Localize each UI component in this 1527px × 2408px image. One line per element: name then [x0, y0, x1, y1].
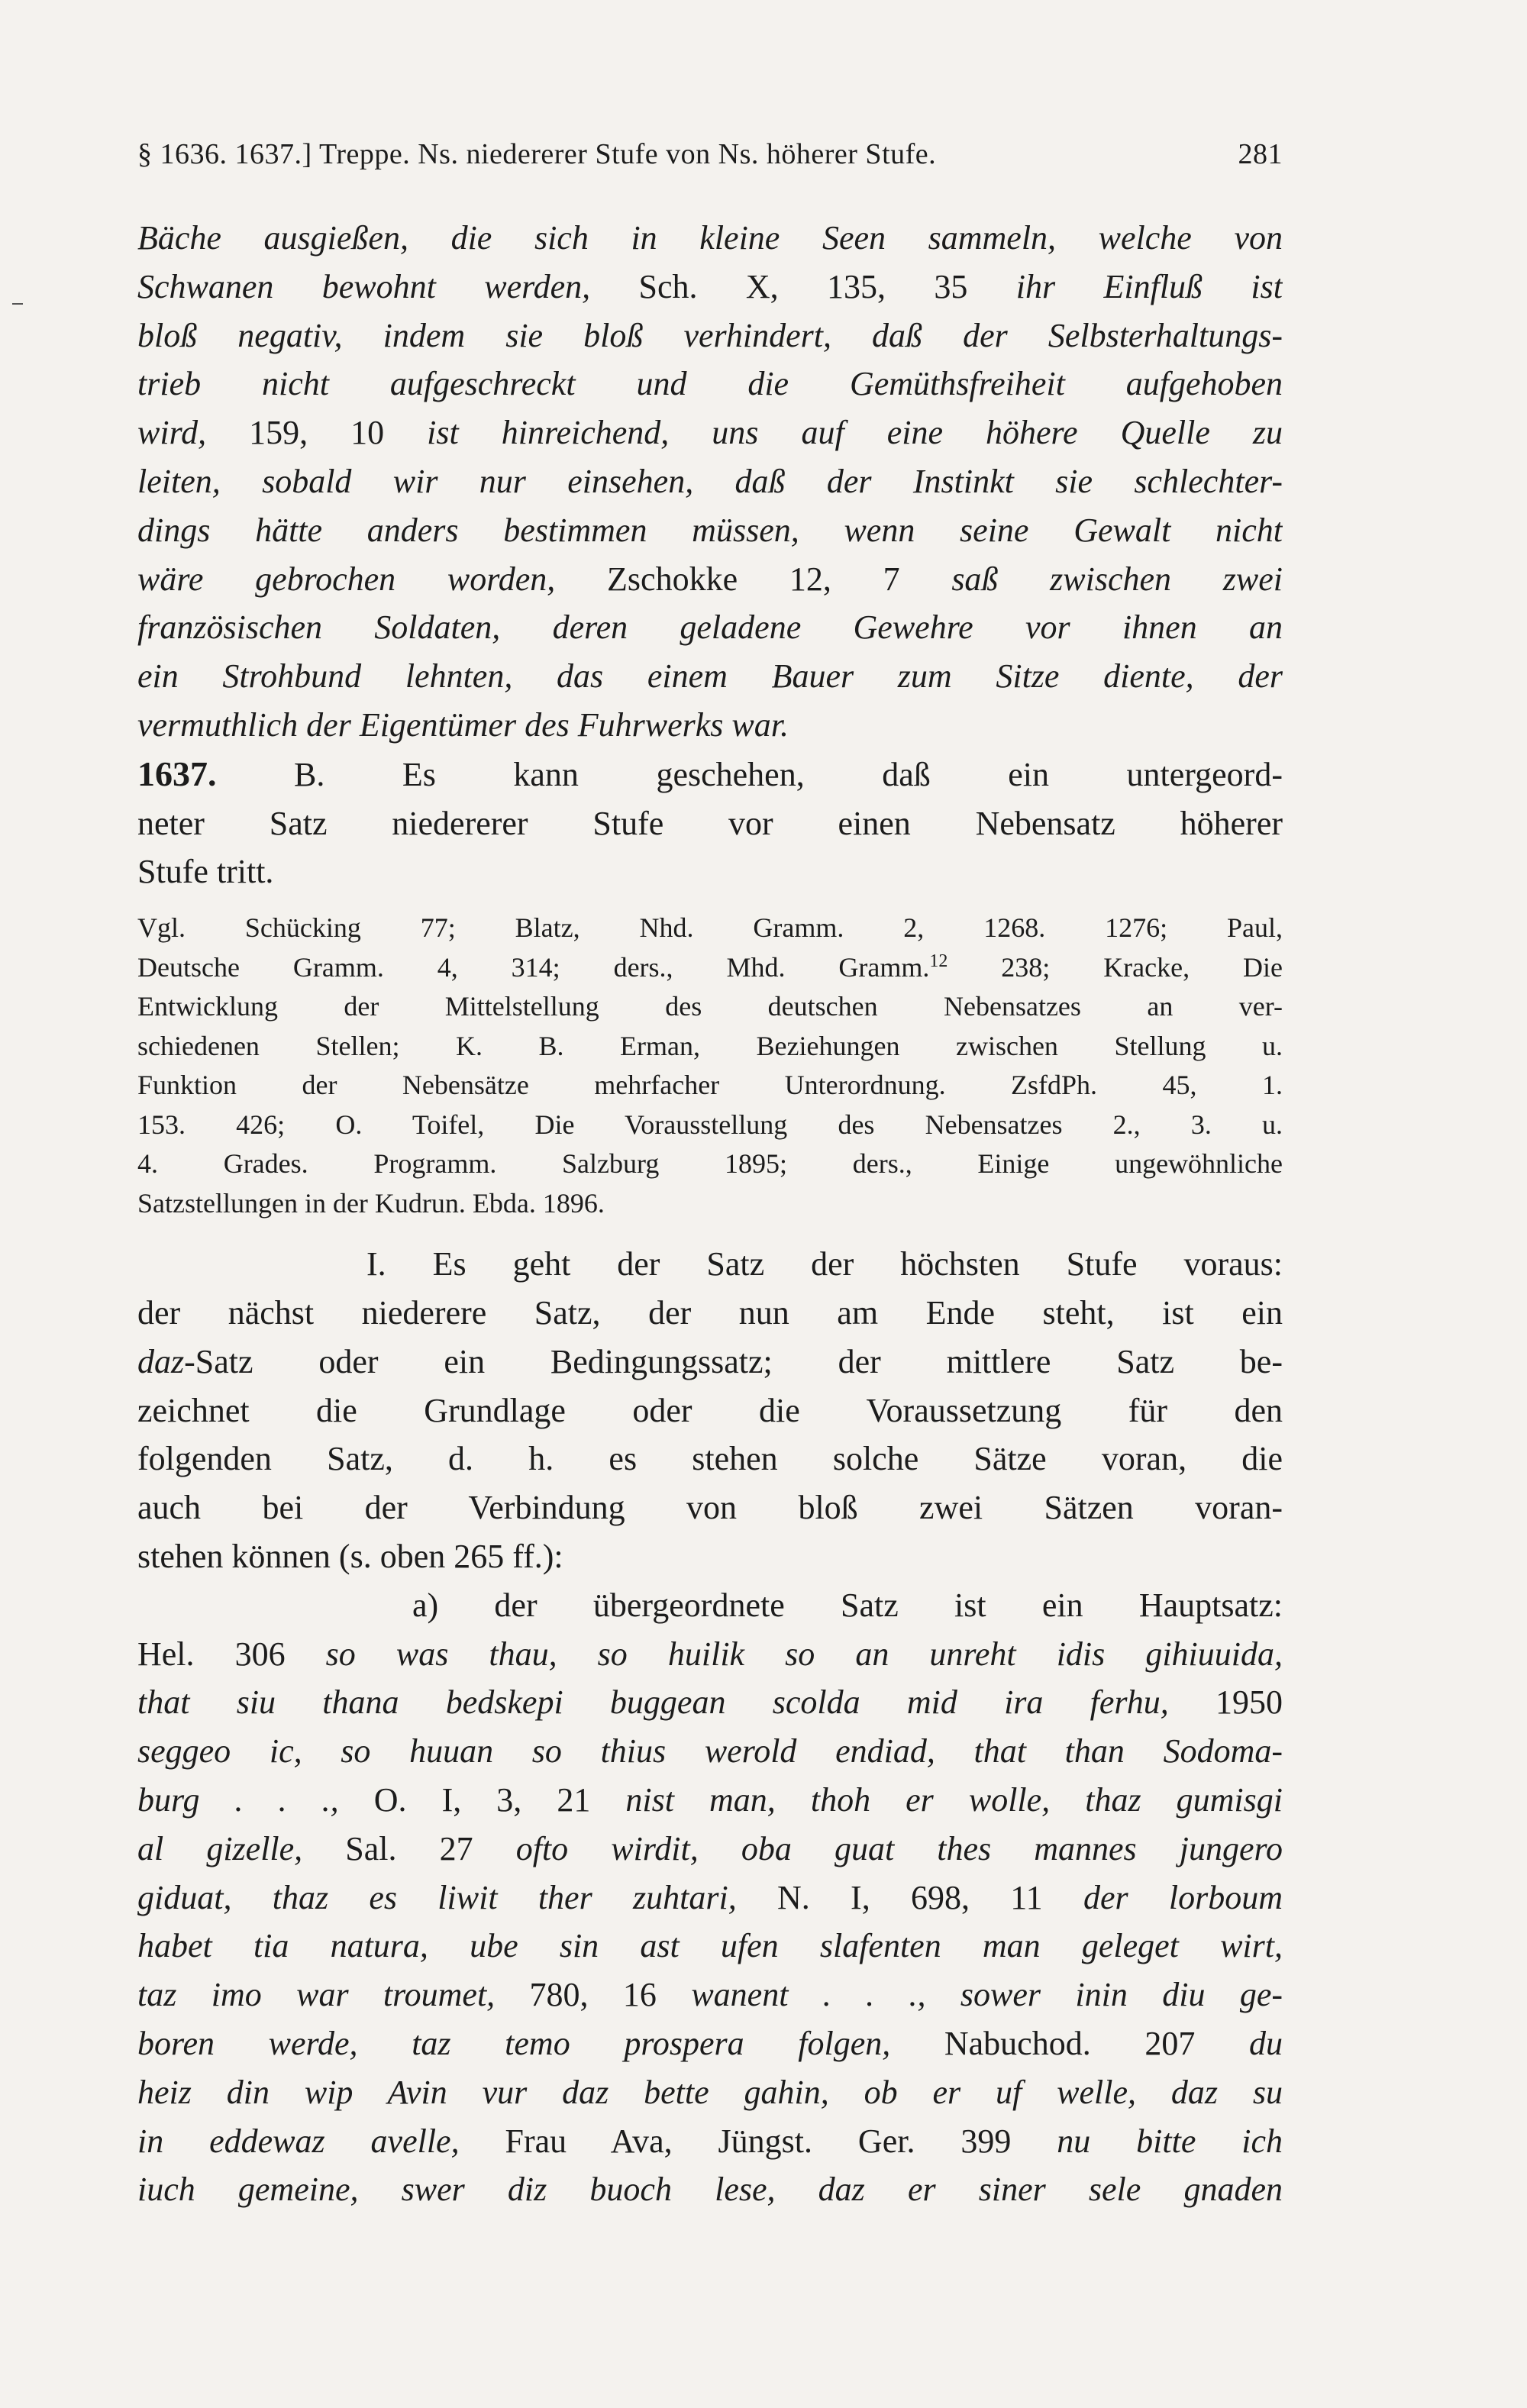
text-line: al gizelle, Sal. 27 ofto wirdit, oba guat thes mannes jungero — [137, 1829, 1283, 1867]
text-line: Bäche ausgießen, die sich in kleine Seen sammeln, welche von — [137, 219, 1283, 257]
header-title: § 1636. 1637.] Treppe. Ns. niedererer Stufe von Ns. höherer Stufe. — [137, 138, 937, 170]
text-line: 1637. B. Es kann geschehen, daß ein untergeord- — [137, 754, 1283, 793]
text-line: giduat, thaz es liwit ther zuhtari, N. I, 698, 11 der lorboum — [137, 1878, 1283, 1916]
text-line: iuch gemeine, swer diz buoch lese, daz er siner sele gnaden — [137, 2171, 1283, 2209]
text-line: 4. Grades. Programm. Salzburg 1895; ders., Einige ungewöhnliche — [137, 1148, 1283, 1180]
text-line: bloß negativ, indem sie bloß verhindert, daß der Selbsterhaltungs- — [137, 316, 1283, 354]
page-number: 281 — [1238, 138, 1283, 170]
text-line: Satzstellungen in der Kudrun. Ebda. 1896. — [137, 1187, 605, 1219]
text-line: Schwanen bewohnt werden, Sch. X, 135, 35 ihr Einfluß ist — [137, 267, 1283, 305]
text-line: heiz din wip Avin vur daz bette gahin, ob er uf welle, daz su — [137, 2073, 1283, 2111]
text-line: neter Satz niedererer Stufe vor einen Nebensatz höherer — [137, 804, 1283, 842]
text-line: Vgl. Schücking 77; Blatz, Nhd. Gramm. 2, 1268. 1276; Paul, — [137, 912, 1283, 944]
text-line: Entwicklung der Mittelstellung des deutschen Nebensatzes an ver- — [137, 991, 1283, 1022]
text-line: a) der übergeordnete Satz ist ein Hauptsatz: — [412, 1586, 1283, 1624]
text-line: habet tia natura, ube sin ast ufen slafenten man geleget wirt, — [137, 1927, 1283, 1965]
part-a — [137, 1581, 1283, 2214]
text-line: Stufe tritt. — [137, 853, 274, 891]
paragraph-examples-1636 — [137, 214, 1283, 750]
text-line: stehen können (s. oben 265 ff.): — [137, 1537, 563, 1575]
part-I — [137, 1240, 1283, 1581]
text-line: französischen Soldaten, deren geladene Gewehre vor ihnen an — [137, 608, 1283, 647]
text-line: seggeo ic, so huuan so thius werold endiad, that than Sodoma- — [137, 1732, 1283, 1770]
text-line: wird, 159, 10 ist hinreichend, uns auf eine höhere Quelle zu — [137, 414, 1283, 452]
text-line: burg . . ., O. I, 3, 21 nist man, thoh er wolle, thaz gumisgi — [137, 1780, 1283, 1819]
text-line: auch bei der Verbindung von bloß zwei Sätzen voran- — [137, 1489, 1283, 1527]
text-line: vermuthlich der Eigentümer des Fuhrwerks war. — [137, 705, 789, 744]
text-line: wäre gebrochen worden, Zschokke 12, 7 saß zwischen zwei — [137, 560, 1283, 598]
text-line: trieb nicht aufgeschreckt und die Gemüthsfreiheit aufgehoben — [137, 365, 1283, 403]
text-line: folgenden Satz, d. h. es stehen solche Sätze voran, die — [137, 1440, 1283, 1478]
text-line: 153. 426; O. Toifel, Die Vorausstellung des Nebensatzes 2., 3. u. — [137, 1109, 1283, 1140]
text-line: in eddewaz avelle, Frau Ava, Jüngst. Ger. 399 nu bitte ich — [137, 2122, 1283, 2160]
text-line: taz imo war troumet, 780, 16 wanent . . ., sower inin diu ge- — [137, 1976, 1283, 2014]
text-line: zeichnet die Grundlage oder die Voraussetzung für den — [137, 1391, 1283, 1429]
text-line: dings hätte anders bestimmen müssen, wenn seine Gewalt nicht — [137, 511, 1283, 549]
text-line: Hel. 306 so was thau, so huilik so an unreht idis gihiuuida, — [137, 1635, 1283, 1673]
text-line: boren werde, taz temo prospera folgen, Nabuchod. 207 du — [137, 2024, 1283, 2062]
section-number: 1637. — [137, 754, 217, 793]
book-page — [137, 137, 1283, 2214]
margin-mark — [12, 303, 23, 305]
text-line: that siu thana bedskepi buggean scolda mid ira ferhu, 1950 — [137, 1683, 1283, 1722]
references — [137, 909, 1283, 1223]
text-line: leiten, sobald wir nur einsehen, daß der Instinkt sie schlechter- — [137, 462, 1283, 500]
text-line: Deutsche Gramm. 4, 314; ders., Mhd. Gramm.$^{12}$ 238; Kracke, Die — [137, 951, 1283, 983]
text-line: Funktion der Nebensätze mehrfacher Unterordnung. ZsfdPh. 45, 1. — [137, 1070, 1283, 1101]
text-line: schiedenen Stellen; K. B. Erman, Beziehungen zwischen Stellung u. — [137, 1030, 1283, 1061]
text-line: daz-Satz oder ein Bedingungssatz; der mittlere Satz be- — [137, 1342, 1283, 1380]
section-1637 — [137, 750, 1283, 896]
text-line: der nächst niederere Satz, der nun am Ende steht, ist ein — [137, 1293, 1283, 1332]
text-line: ein Strohbund lehnten, das einem Bauer zum Sitze diente, der — [137, 657, 1283, 696]
running-header — [137, 137, 1283, 185]
text-line: I. Es geht der Satz der höchsten Stufe voraus: — [366, 1245, 1283, 1283]
